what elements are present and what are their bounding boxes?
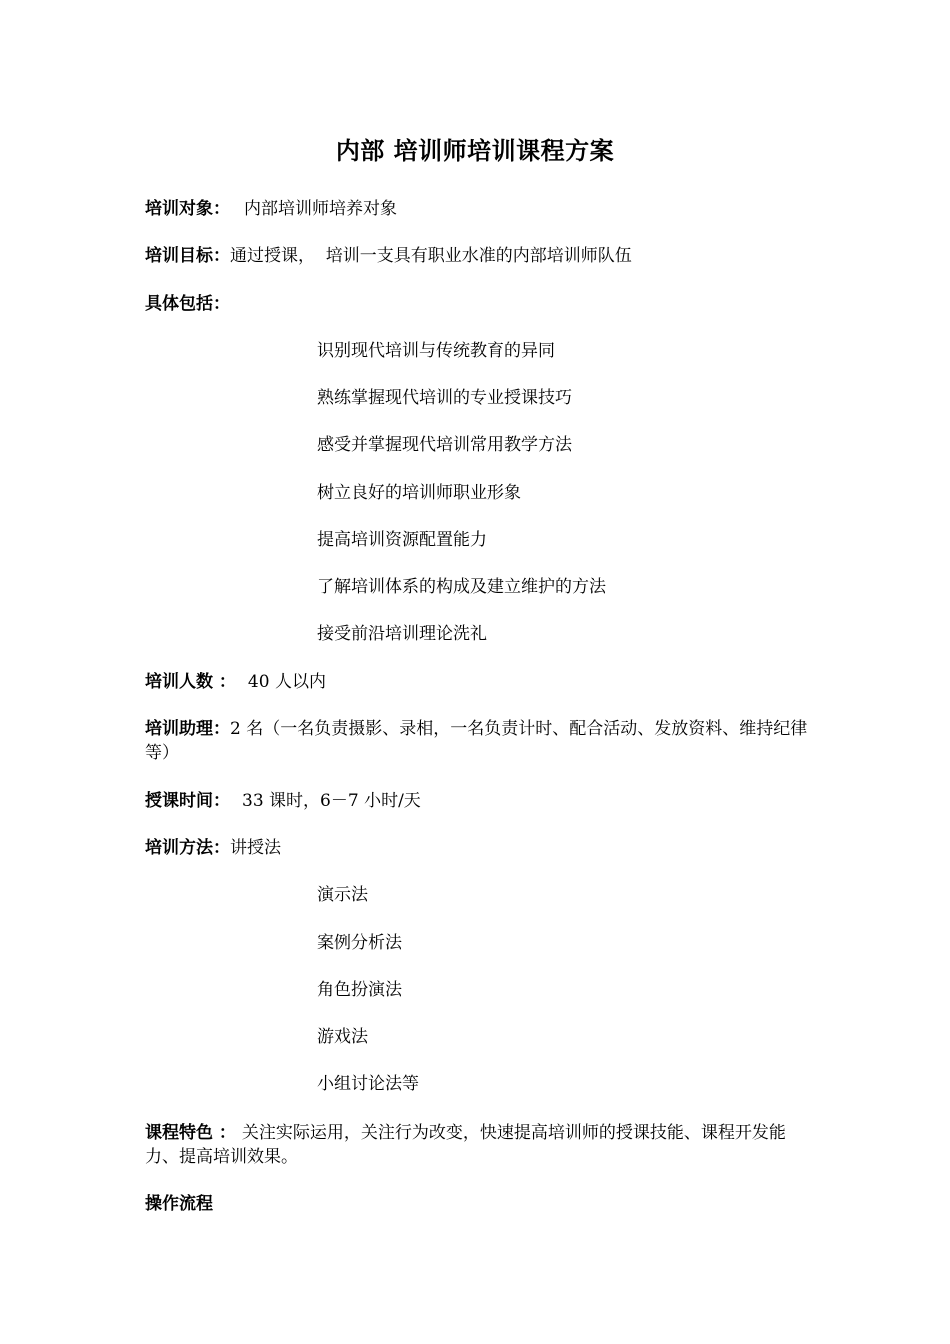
include-item: 树立良好的培训师职业形象 xyxy=(317,483,521,503)
training-goal-line xyxy=(145,244,632,268)
method-item: 演示法 xyxy=(317,885,368,905)
include-item: 熟练掌握现代培训的专业授课技巧 xyxy=(317,388,572,408)
process-heading: 操作流程 xyxy=(145,1194,213,1214)
methods-first: 讲授法 xyxy=(230,838,281,858)
training-target-line xyxy=(145,197,397,221)
assistants-label: 培训助理： xyxy=(145,719,230,739)
headcount-value: 40 人以内 xyxy=(247,672,326,692)
training-goal-label: 培训目标： xyxy=(145,246,230,266)
method-item: 小组讨论法等 xyxy=(317,1074,419,1094)
includes-label: 具体包括： xyxy=(145,294,230,314)
method-item: 角色扮演法 xyxy=(317,980,402,1000)
include-item: 了解培训体系的构成及建立维护的方法 xyxy=(317,577,606,597)
include-item: 感受并掌握现代培训常用教学方法 xyxy=(317,435,572,455)
headcount-label: 培训人数 ： xyxy=(145,672,236,692)
duration-value: 33 课时，6－7 小时/天 xyxy=(242,791,421,811)
features-paragraph xyxy=(145,1121,815,1169)
training-target-value: 内部培训师培养对象 xyxy=(244,199,397,219)
features-label: 课程特色 ： xyxy=(145,1123,236,1143)
duration-line xyxy=(145,789,421,813)
include-item: 提高培训资源配置能力 xyxy=(317,530,487,550)
assistants-paragraph xyxy=(145,717,815,765)
features-value: 关注实际运用，关注行为改变，快速提高培训师的授课技能、课程开发能力、提高培训效果。 xyxy=(145,1123,786,1167)
methods-label: 培训方法： xyxy=(145,838,230,858)
training-target-label: 培训对象： xyxy=(145,199,230,219)
assistants-value: 2 名（一名负责摄影、录相，一名负责计时、配合活动、发放资料、维持纪律等） xyxy=(145,719,808,763)
include-item: 接受前沿培训理论洗礼 xyxy=(317,624,487,644)
include-item: 识别现代培训与传统教育的异同 xyxy=(317,341,555,361)
duration-label: 授课时间： xyxy=(145,791,230,811)
methods-line xyxy=(145,836,281,860)
document-title: 内部 培训师培训课程方案 xyxy=(335,136,615,165)
training-goal-value: 通过授课， 培训一支具有职业水准的内部培训师队伍 xyxy=(230,246,632,266)
method-item: 案例分析法 xyxy=(317,933,402,953)
headcount-line xyxy=(145,670,326,694)
method-item: 游戏法 xyxy=(317,1027,368,1047)
